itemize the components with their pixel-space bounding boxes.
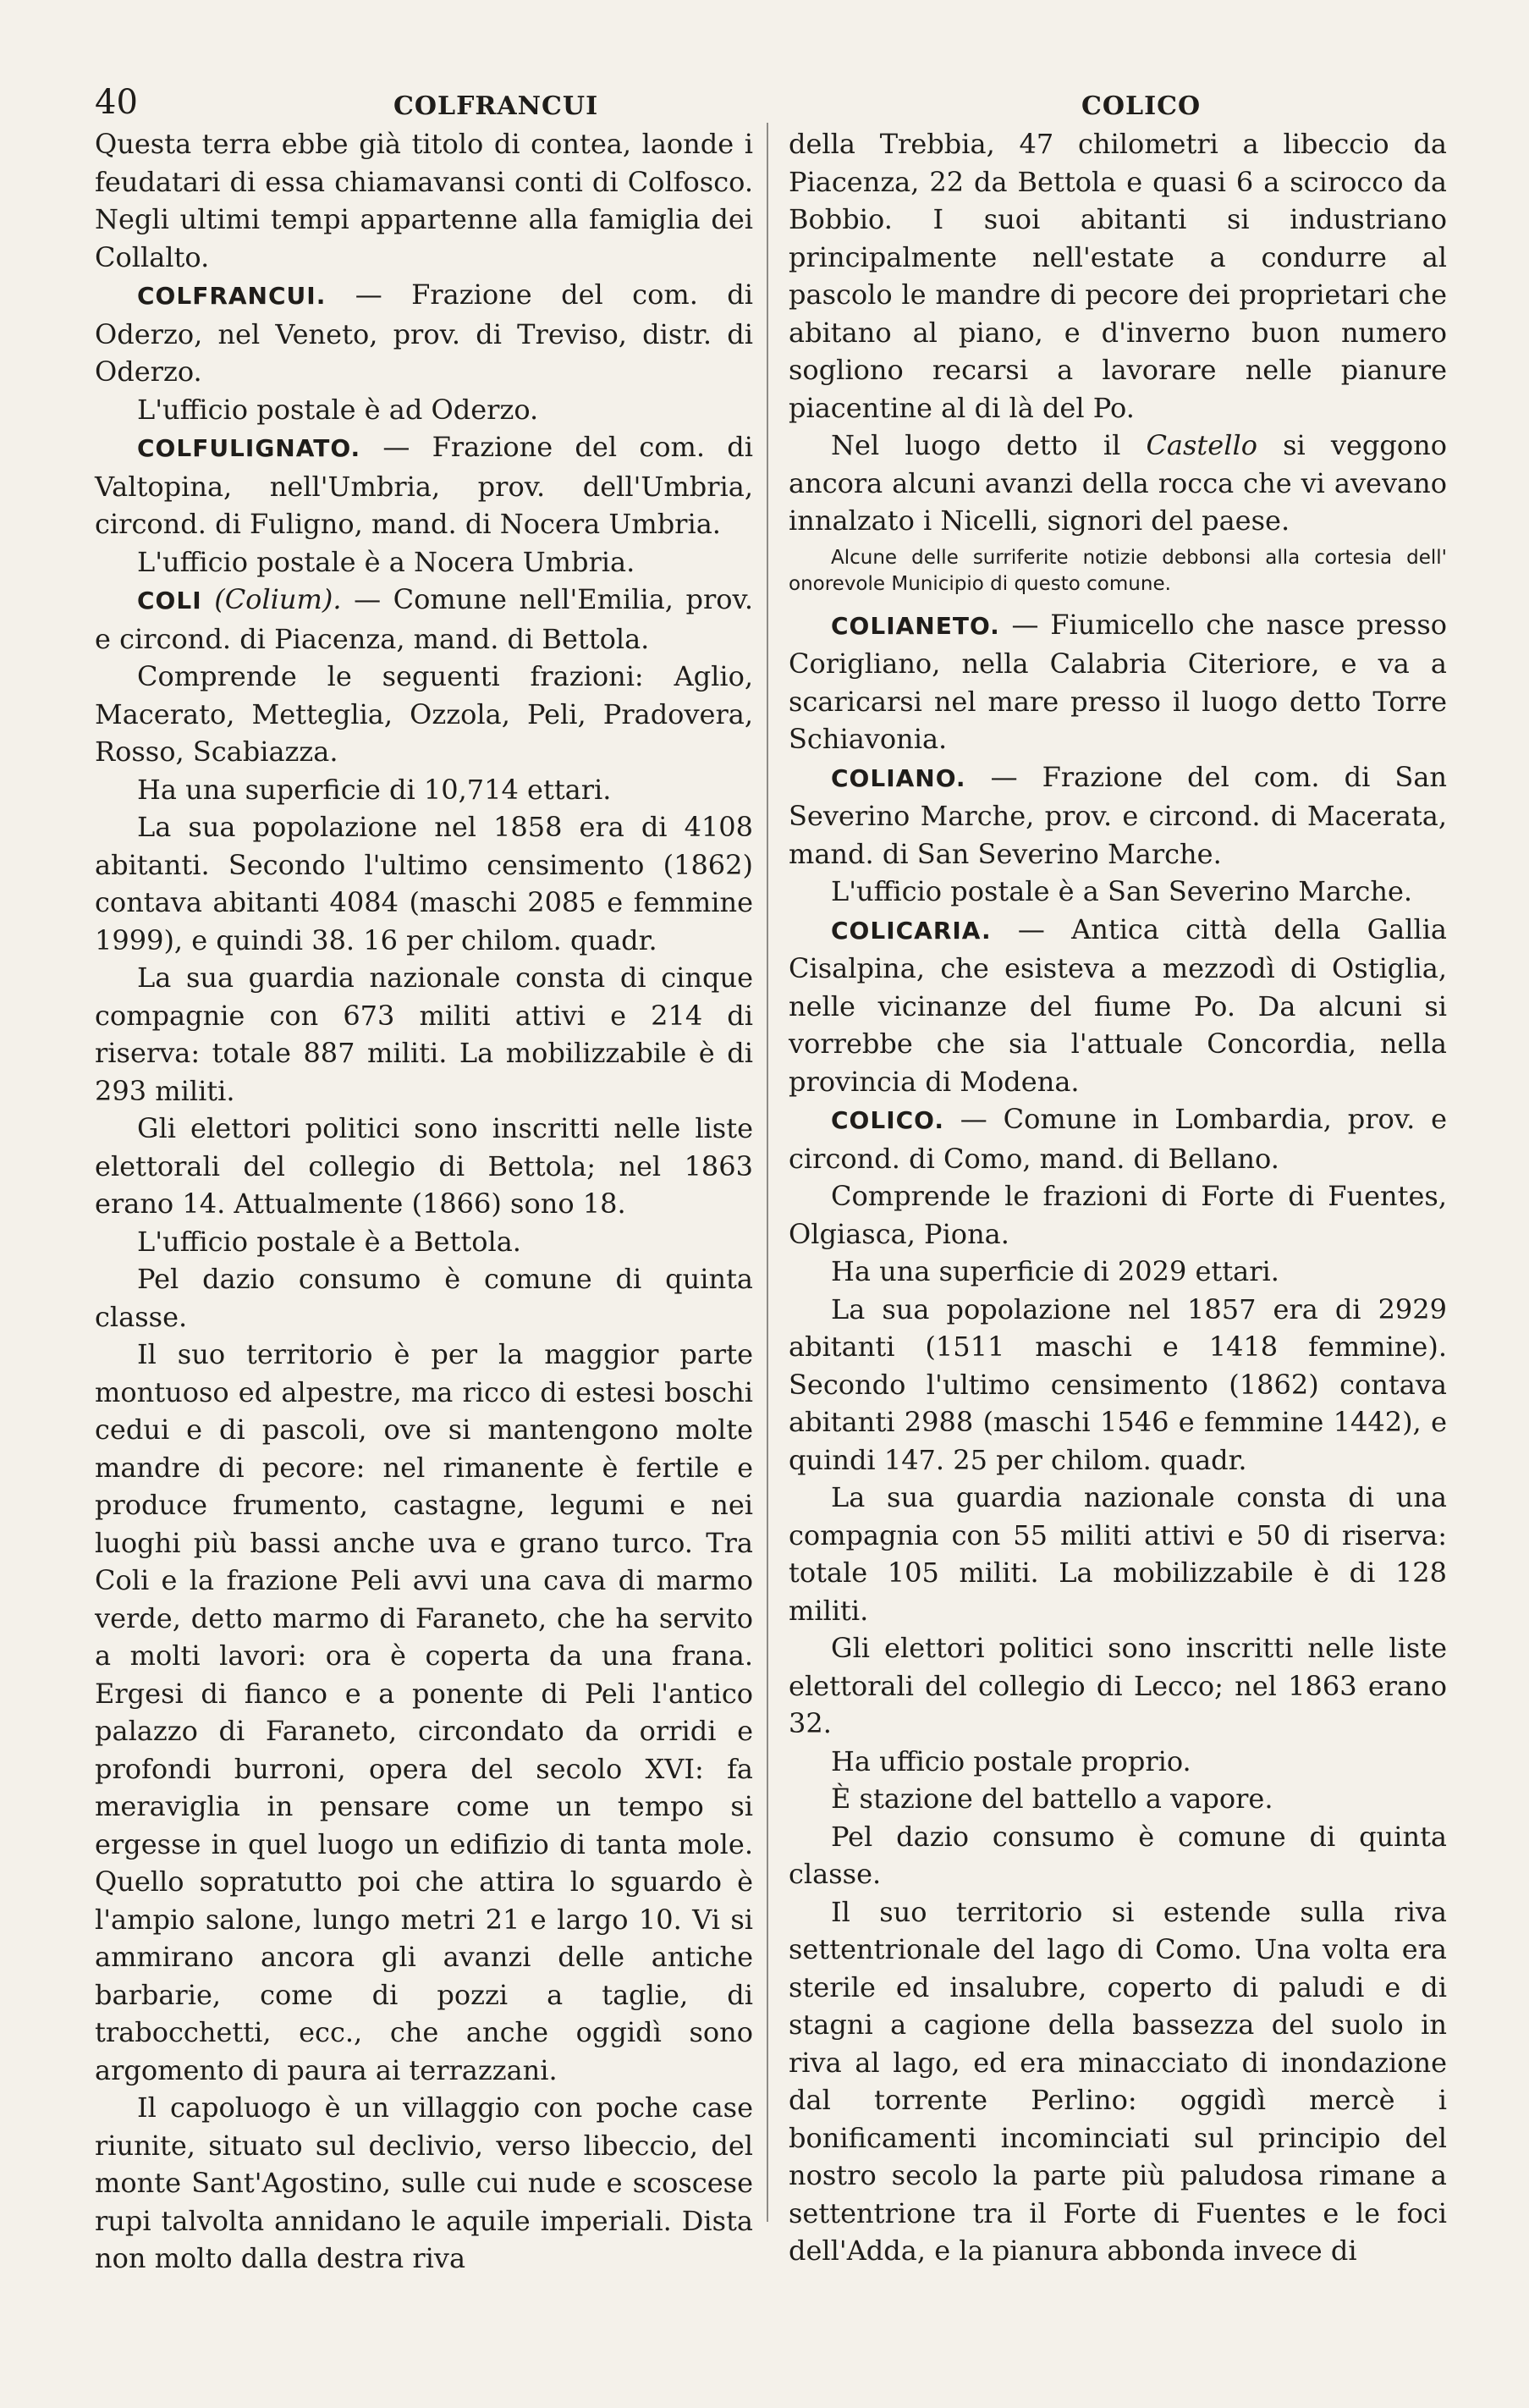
paragraph: della Trebbia, 47 chilometri a libeccio da Piacenza, 22 da Bettola e quasi 6 a scirocco da Bobbio. I suoi abitanti si industriano principalmente nell'estate a condurre al pascolo le mandre di pecore dei proprietari che abitano al piano, e d'inverno buon numero sogliono recarsi a lavorare nelle pianure piacentine al di là del Po. <box>789 128 1447 424</box>
entry-coliano <box>789 758 1447 873</box>
latin-name: (Colium). <box>214 583 342 615</box>
running-head-right: COLICO <box>1081 91 1202 121</box>
paragraph: Pel dazio consumo è comune di quinta classe. <box>95 1263 753 1333</box>
entry-heading: COLIANETO. <box>831 611 1000 640</box>
paragraph: Gli elettori politici sono inscritti nelle liste elettorali del collegio di Bettola; nel 1863 erano 14. Attualmente (1866) sono 18. <box>95 1112 753 1220</box>
paragraph: Ha una superficie di 2029 ettari. <box>831 1255 1279 1287</box>
entry-colicaria <box>789 911 1447 1101</box>
paragraph: Gli elettori politici sono inscritti nelle liste elettorali del collegio di Lecco; nel 1863 erano 32. <box>789 1632 1447 1739</box>
running-head-left: COLFRANCUI <box>393 91 599 121</box>
paragraph: Ha una superficie di 10,714 ettari. <box>137 773 612 806</box>
right-column <box>789 125 1447 2270</box>
entry-heading: COLIANO. <box>831 763 966 792</box>
entry-heading: COLICO. <box>831 1106 944 1134</box>
entry-text: — Frazione del com. di Valtopina, nell'Umbria, prov. dell'Umbria, circond. di Fuligno, mand. di Nocera Umbria. <box>95 431 753 540</box>
paragraph: La sua popolazione nel 1858 era di 4108 abitanti. Secondo l'ultimo censimento (1862) contava abitanti 4084 (maschi 2085 e femmine 1999), e quindi 38. 16 per chilom. quadr. <box>95 811 753 956</box>
paragraph: Il suo territorio si estende sulla riva settentrionale del lago di Como. Una volta era sterile ed insalubre, coperto di paludi e di stagni a cagione della bassezza del suolo in riva al lago, ed era minacciato di inondazione dal torrente Perlino: oggidì mercè i bonificamenti incominciati sul principio del nostro secolo la parte più paludosa rimane a settentrione tra il Forte di Fuentes e le foci dell'Adda, e la pianura abbonda invece di <box>789 1895 1447 2267</box>
entry-text: — Fiumicello che nasce presso Corigliano, nella Calabria Citeriore, e va a scaricarsi nel mare presso il luogo detto Torre Schiavonia. <box>789 608 1447 755</box>
paragraph: Il capoluogo è un villaggio con poche case riunite, situato sul declivio, verso libeccio, del monte Sant'Agostino, sulle cui nude e scoscese rupi talvolta annidano le aquile imperiali. Dista non molto dalla destra riva <box>95 2091 753 2274</box>
paragraph: La sua popolazione nel 1857 era di 2929 abitanti (1511 maschi e 1418 femmine). Secondo l'ultimo censimento (1862) contava abitanti 2988 (maschi 1546 e femmine 1442), e quindi 147. 25 per chilom. quadr. <box>789 1292 1447 1476</box>
text-run: si veggono ancora alcuni avanzi della rocca che vi avevano innalzato i Nicelli, signori del paese. <box>789 429 1447 537</box>
paragraph: Comprende le seguenti frazioni: Aglio, Macerato, Metteglia, Ozzola, Peli, Pradovera, Rosso, Scabiazza. <box>95 660 753 768</box>
entry-colfulignato <box>95 428 753 543</box>
paragraph: È stazione del battello a vapore. <box>831 1783 1273 1815</box>
paragraph: Comprende le frazioni di Forte di Fuentes, Olgiasca, Piona. <box>789 1180 1447 1250</box>
place-name: Castello <box>1146 429 1257 461</box>
footnote: Alcune delle surriferite notizie debbonsi alla cortesia dell' onorevole Municipio di questo comune. <box>789 546 1447 595</box>
left-column <box>95 125 753 2278</box>
paragraph: L'ufficio postale è ad Oderzo. <box>137 393 539 426</box>
paragraph <box>789 427 1447 540</box>
entry-coli <box>95 581 753 658</box>
entry-heading: COLI <box>137 587 202 614</box>
entry-text: — Comune in Lombardia, prov. e circond. di Como, mand. di Bellano. <box>789 1103 1447 1175</box>
entry-text: — Comune nell'Emilia, prov. e circond. di Piacenza, mand. di Bettola. <box>95 583 754 655</box>
text-run: Nel luogo detto il <box>831 429 1147 461</box>
entry-text: — Frazione del com. di Oderzo, nel Veneto, prov. di Treviso, distr. di Oderzo. <box>95 278 753 388</box>
paragraph: Questa terra ebbe già titolo di contea, laonde i feudatari di essa chiamavansi conti di Colfosco. Negli ultimi tempi appartenne alla famiglia dei Collalto. <box>95 128 753 273</box>
paragraph: Ha ufficio postale proprio. <box>831 1744 1191 1777</box>
entry-colico <box>789 1100 1447 1177</box>
paragraph: La sua guardia nazionale consta di una compagnia con 55 militi attivi e 50 di riserva: totale 105 militi. La mobilizzabile è di 128 militi. <box>789 1481 1447 1627</box>
paragraph: L'ufficio postale è a San Severino Marche. <box>831 875 1413 907</box>
entry-text: — Antica città della Gallia Cisalpina, che esisteva a mezzodì di Ostiglia, nelle vicinanze del fiume Po. Da alcuni si vorrebbe che sia l'attuale Concordia, nella provincia di Modena. <box>789 912 1447 1098</box>
entry-colianeto <box>789 606 1447 758</box>
entry-heading: COLFULIGNATO. <box>137 434 361 462</box>
paragraph: Pel dazio consumo è comune di quinta classe. <box>789 1820 1447 1890</box>
entry-text: — Frazione del com. di San Severino Marche, prov. e circond. di Macerata, mand. di San Severino Marche. <box>789 760 1447 870</box>
entry-colfrancui <box>95 276 753 391</box>
column-divider <box>767 123 768 2222</box>
paragraph: L'ufficio postale è a Bettola. <box>137 1225 521 1258</box>
paragraph: La sua guardia nazionale consta di cinque compagnie con 673 militi attivi e 214 di riserva: totale 887 militi. La mobilizzabile è di 293 militi. <box>95 962 753 1107</box>
paragraph: L'ufficio postale è a Nocera Umbria. <box>137 545 635 578</box>
page-number: 40 <box>95 83 138 122</box>
entry-heading: COLICARIA. <box>831 916 992 945</box>
paragraph: Il suo territorio è per la maggior parte montuoso ed alpestre, ma ricco di estesi boschi cedui e di pascoli, ove si mantengono molte mandre di pecore: nel rimanente è fertile e produce frumento, castagne, legumi e nei luoghi più bassi anche uva e grano turco. Tra Coli e la frazione Peli avvi una cava di marmo verde, detto marmo di Faraneto, che ha servito a molti lavori: ora è coperta da una frana. Ergesi di fianco e a ponente di Peli l'antico palazzo di Faraneto, circondato da orridi e profondi burroni, opera del secolo XVI: fa meraviglia in pensare come un tempo si ergesse in quel luogo un edifizio di tanta mole. Quello sopratutto poi che attira lo sguardo è l'ampio salone, lungo metri 21 e largo 10. Vi si ammirano ancora gli avanzi delle antiche barbarie, come di pozzi a taglie, di trabocchetti, ecc., che anche oggidì sono argomento di paura ai terrazzani. <box>95 1338 753 2086</box>
entry-heading: COLFRANCUI. <box>137 282 327 310</box>
